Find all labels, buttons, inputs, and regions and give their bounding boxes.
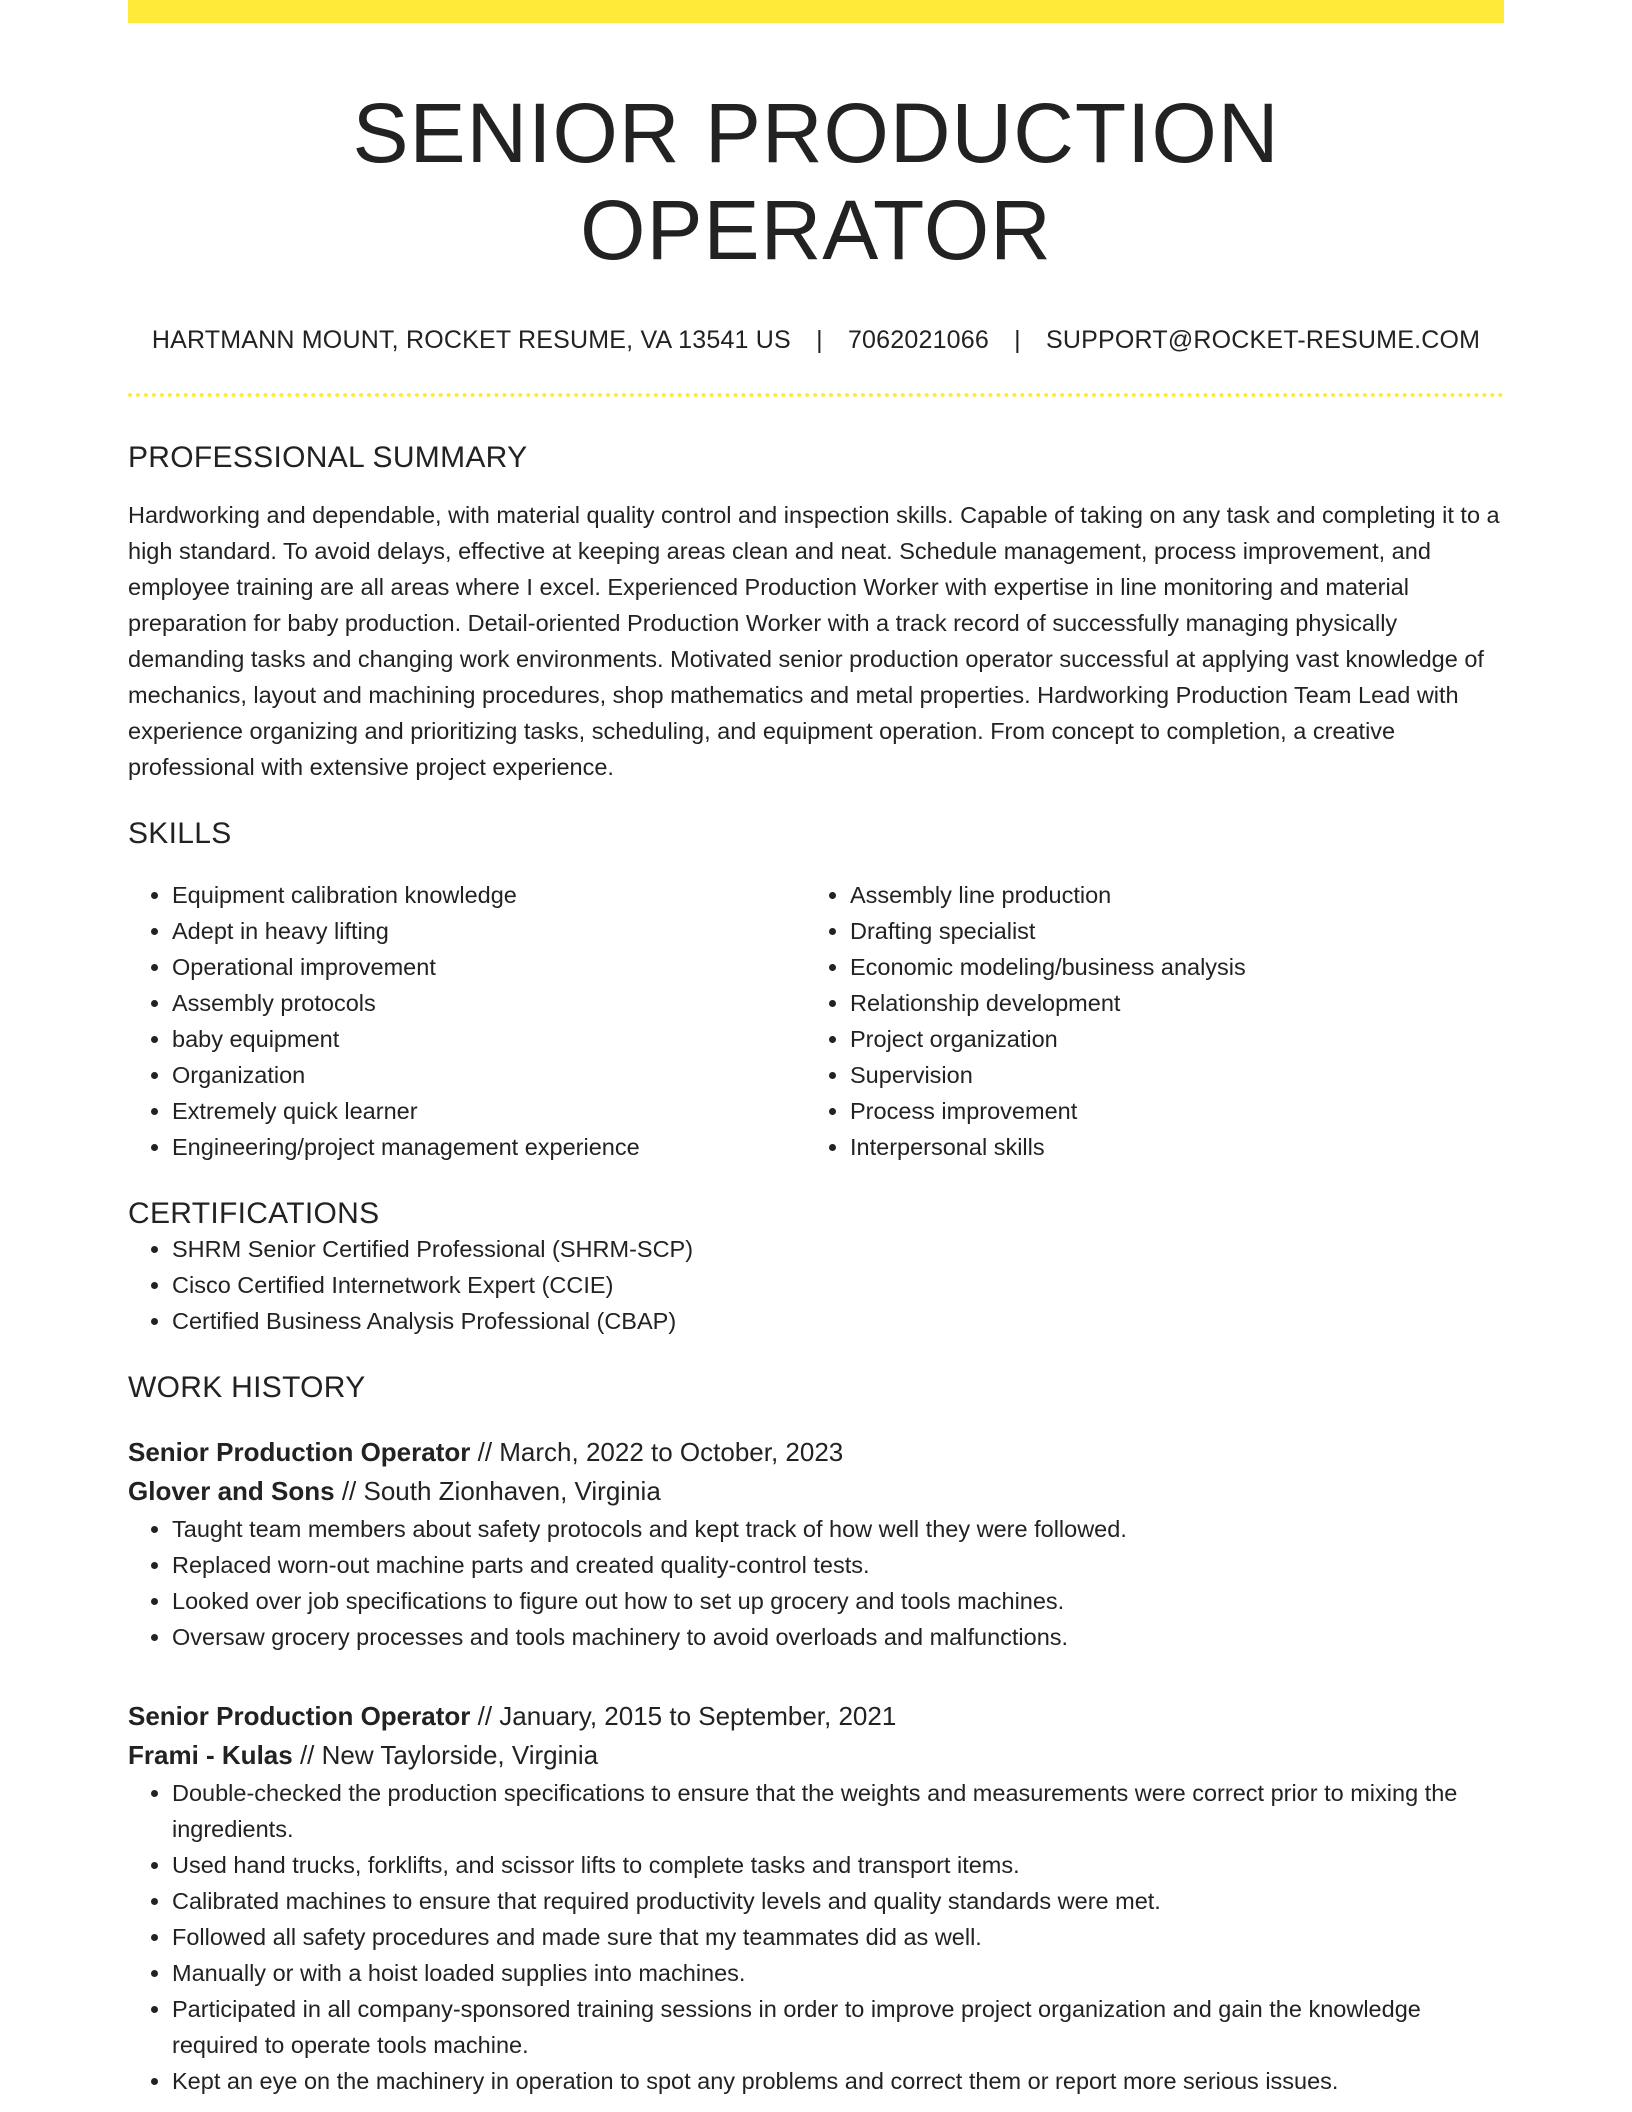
skill-item: • baby equipment: [172, 1021, 806, 1057]
accent-top-bar: [128, 0, 1504, 23]
job-duty-item: • Kept an eye on the machinery in operation to spot any problems and correct them or report more serious issues.: [172, 2063, 1504, 2099]
certifications-heading: CERTIFICATIONS: [128, 1197, 380, 1231]
skill-item: • Equipment calibration knowledge: [172, 877, 806, 913]
skill-item: • Economic modeling/business analysis: [850, 949, 1484, 985]
job-dates: // January, 2015 to September, 2021: [470, 1701, 897, 1732]
skill-item: • Project organization: [850, 1021, 1484, 1057]
skills-column-right: [806, 877, 1484, 1165]
certifications-list: [128, 1231, 1504, 1339]
job-company-line: [128, 1736, 1504, 1775]
skill-item: • Adept in heavy lifting: [172, 913, 806, 949]
contact-separator: |: [816, 326, 823, 355]
skills-left-list: [128, 877, 806, 1165]
job-duty-item: • Used hand trucks, forklifts, and scissor lifts to complete tasks and transport items.: [172, 1847, 1504, 1883]
job-duties-list: [128, 1511, 1504, 1655]
contact-address: HARTMANN MOUNT, ROCKET RESUME, VA 13541 US: [151, 326, 791, 355]
dotted-divider: [128, 393, 1504, 397]
skills-list: [128, 877, 1504, 1165]
work-history-list: [128, 1433, 1504, 2099]
job-duty-item: • Calibrated machines to ensure that required productivity levels and quality standards were met.: [172, 1883, 1504, 1919]
job-entry: [128, 1433, 1504, 1655]
job-title-line: [128, 1433, 1504, 1472]
job-dates: // March, 2022 to October, 2023: [470, 1437, 844, 1468]
job-duty-item: • Participated in all company-sponsored training sessions in order to improve project organization and gain the knowledge required to operate tools machine.: [172, 1991, 1504, 2063]
skill-item: • Operational improvement: [172, 949, 806, 985]
work-history-heading: WORK HISTORY: [128, 1371, 366, 1405]
contact-separator: |: [1014, 326, 1021, 355]
job-duties-list: [128, 1775, 1504, 2099]
skill-item: • Organization: [172, 1057, 806, 1093]
job-duty-item: • Followed all safety procedures and made sure that my teammates did as well.: [172, 1919, 1504, 1955]
skills-column-left: [128, 877, 806, 1165]
job-duty-item: • Double-checked the production specifications to ensure that the weights and measurements were correct prior to mixing the ingredients.: [172, 1775, 1504, 1847]
job-company: Frami - Kulas: [128, 1740, 293, 1771]
contact-phone: 7062021066: [847, 326, 989, 355]
certification-item: • SHRM Senior Certified Professional (SHRM-SCP): [172, 1231, 1504, 1267]
skill-item: • Supervision: [850, 1057, 1484, 1093]
job-duty-item: • Taught team members about safety protocols and kept track of how well they were followed.: [172, 1511, 1504, 1547]
job-duty-item: • Looked over job specifications to figure out how to set up grocery and tools machines.: [172, 1583, 1504, 1619]
skill-item: • Drafting specialist: [850, 913, 1484, 949]
resume-page: [128, 0, 1504, 2099]
job-duty-item: • Oversaw grocery processes and tools machinery to avoid overloads and malfunctions.: [172, 1619, 1504, 1655]
job-duty-item: • Manually or with a hoist loaded supplies into machines.: [172, 1955, 1504, 1991]
job-duty-item: • Replaced worn-out machine parts and created quality-control tests.: [172, 1547, 1504, 1583]
job-role: Senior Production Operator: [128, 1437, 471, 1468]
skills-right-list: [806, 877, 1484, 1165]
candidate-title: SENIOR PRODUCTION OPERATOR: [352, 86, 1280, 277]
skill-item: • Assembly protocols: [172, 985, 806, 1021]
skill-item: • Extremely quick learner: [172, 1093, 806, 1129]
certification-item: • Cisco Certified Internetwork Expert (CCIE): [172, 1267, 1504, 1303]
skill-item: • Interpersonal skills: [850, 1129, 1484, 1165]
summary-text: Hardworking and dependable, with material quality control and inspection skills. Capable of taking on any task and completing it to a high standard. To avoid delays, effective at keeping areas clean and neat. Schedule management, process improvement, and employee training are all areas where I excel. Experienced Production Worker with expertise in line monitoring and material preparation for baby production. Detail-oriented Production Worker with a track record of successfully managing physically demanding tasks and changing work environments. Motivated senior production operator successful at applying vast knowledge of mechanics, layout and machining procedures, shop mathematics and metal properties. Hardworking Production Team Lead with experience organizing and prioritizing tasks, scheduling, and equipment operation. From concept to completion, a creative professional with extensive project experience.: [128, 502, 1500, 781]
job-location: // South Zionhaven, Virginia: [334, 1476, 661, 1507]
job-company: Glover and Sons: [128, 1476, 335, 1507]
skill-item: • Process improvement: [850, 1093, 1484, 1129]
job-title-line: [128, 1697, 1504, 1736]
certification-item: • Certified Business Analysis Professional (CBAP): [172, 1303, 1504, 1339]
job-company-line: [128, 1472, 1504, 1511]
job-role: Senior Production Operator: [128, 1701, 471, 1732]
contact-line: [128, 326, 1504, 355]
contact-email[interactable]: SUPPORT@ROCKET-RESUME.COM: [1046, 326, 1481, 355]
job-location: // New Taylorside, Virginia: [292, 1740, 599, 1771]
skill-item: • Engineering/project management experience: [172, 1129, 806, 1165]
skill-item: • Relationship development: [850, 985, 1484, 1021]
skills-heading: SKILLS: [128, 817, 232, 851]
skill-item: • Assembly line production: [850, 877, 1484, 913]
job-entry: [128, 1697, 1504, 2099]
summary-heading: PROFESSIONAL SUMMARY: [128, 441, 528, 475]
